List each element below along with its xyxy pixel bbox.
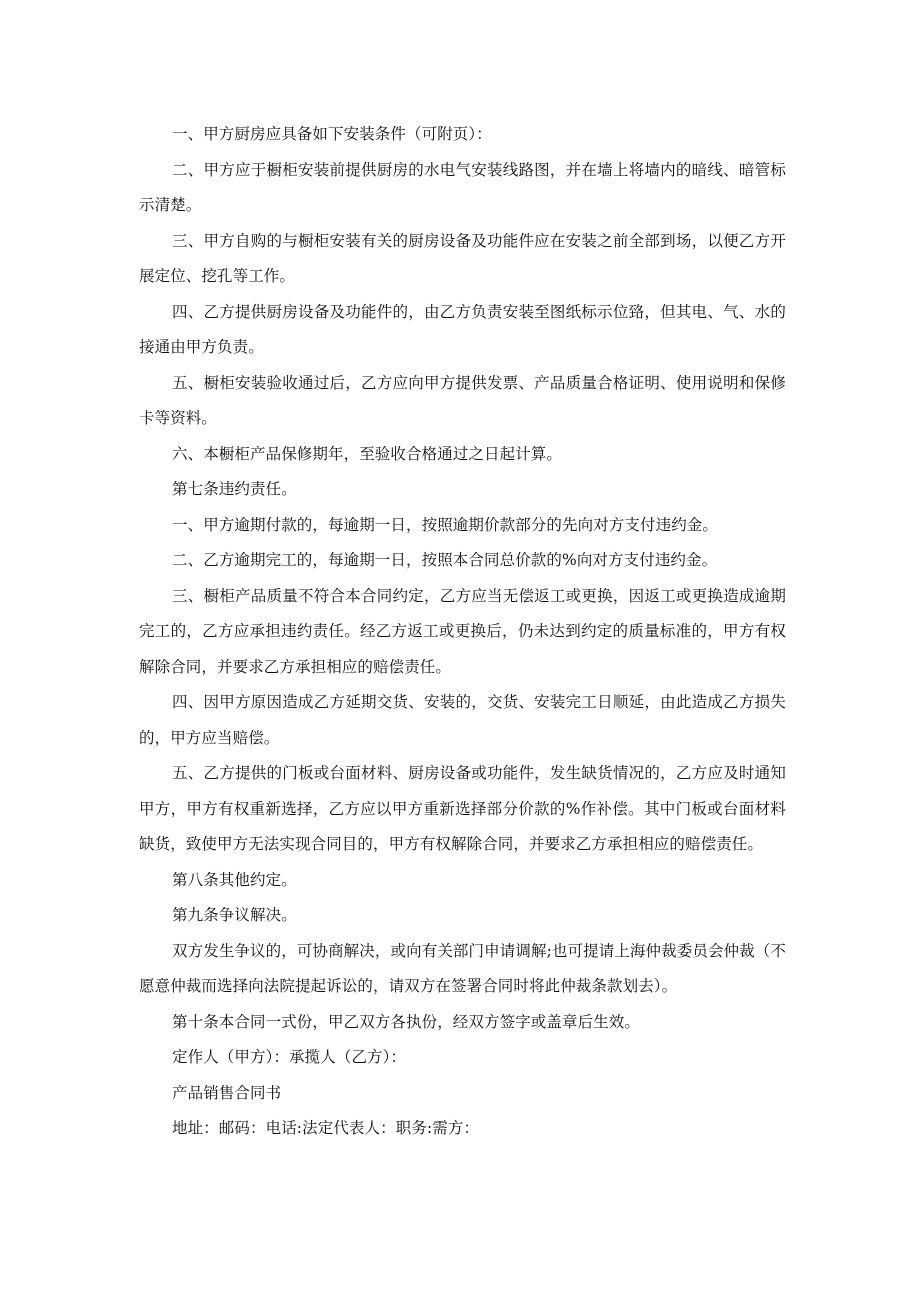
clause-wiring-diagram: 二、甲方应于橱柜安装前提供厨房的水电气安装线路图，并在墙上将墙内的暗线、暗管标示清楚。 <box>139 160 786 214</box>
clause-quality-nonconformity: 三、橱柜产品质量不符合本合同约定，乙方应当无偿返工或更换，因返工或更换造成逾期完工的，乙方应承担违约责任。经乙方返工或更换后，仍未达到约定的质量标准的，甲方有权解除合同，并要求乙方承担相应的赔偿责任。 <box>139 586 786 676</box>
clause-warranty-period: 六、本橱柜产品保修期年，至验收合格通过之日起计算。 <box>172 444 563 463</box>
clause-late-payment: 一、甲方逾期付款的，每逾期一日，按照逾期价款部分的先向对方支付违约金。 <box>172 515 719 534</box>
document-body <box>139 117 786 1147</box>
clause-buyer-caused-delay: 四、因甲方原因造成乙方延期交货、安装的，交货、安装完工日顺延，由此造成乙方损失的，甲方应当赔偿。 <box>139 693 786 747</box>
contact-fields-line: 地址：邮码：电话:法定代表人：职务:需方： <box>172 1119 480 1137</box>
clause-material-shortage: 五、乙方提供的门板或台面材料、厨房设备或功能件，发生缺货情况的，乙方应及时通知甲方，甲方有权重新选择，乙方应以甲方重新选择部分价款的%作补偿。其中门板或台面材料缺货，致使甲方无法实现合同目的，甲方有权解除合同，并要求乙方承担相应的赔偿责任。 <box>139 764 786 853</box>
clause-acceptance-documents: 五、橱柜安装验收通过后，乙方应向甲方提供发票、产品质量合格证明、使用说明和保修卡等资料。 <box>139 373 786 427</box>
clause-equipment-installation: 四、乙方提供厨房设备及功能件的，由乙方负责安装至图纸标示位臵，但其电、气、水的接通由甲方负责。 <box>139 302 786 356</box>
article-9-heading: 第九条争议解决。 <box>172 906 297 924</box>
article-8-heading: 第八条其他约定。 <box>172 870 297 889</box>
clause-late-completion: 二、乙方逾期完工的，每逾期一日，按照本合同总价款的%向对方支付违约金。 <box>172 551 718 569</box>
article-7-heading: 第七条违约责任。 <box>172 480 297 498</box>
second-contract-title: 产品销售合同书 <box>172 1083 282 1102</box>
clause-self-purchased-equipment: 三、甲方自购的与橱柜安装有关的厨房设备及功能件应在安装之前全部到场，以便乙方开展定位、挖孔等工作。 <box>139 231 786 285</box>
clause-kitchen-conditions: 一、甲方厨房应具备如下安装条件（可附页）： <box>172 125 492 143</box>
signature-parties-line: 定作人（甲方）：承揽人（乙方）： <box>172 1048 407 1066</box>
clause-dispute-resolution: 双方发生争议的，可协商解决，或向有关部门申请调解;也可提请上海仲裁委员会仲裁（不愿意仲裁而选择向法院提起诉讼的，请双方在签署合同时将此仲裁条款划去）。 <box>139 941 786 995</box>
article-10-copies: 第十条本合同一式份，甲乙双方各执份，经双方签字或盖章后生效。 <box>172 1012 641 1031</box>
